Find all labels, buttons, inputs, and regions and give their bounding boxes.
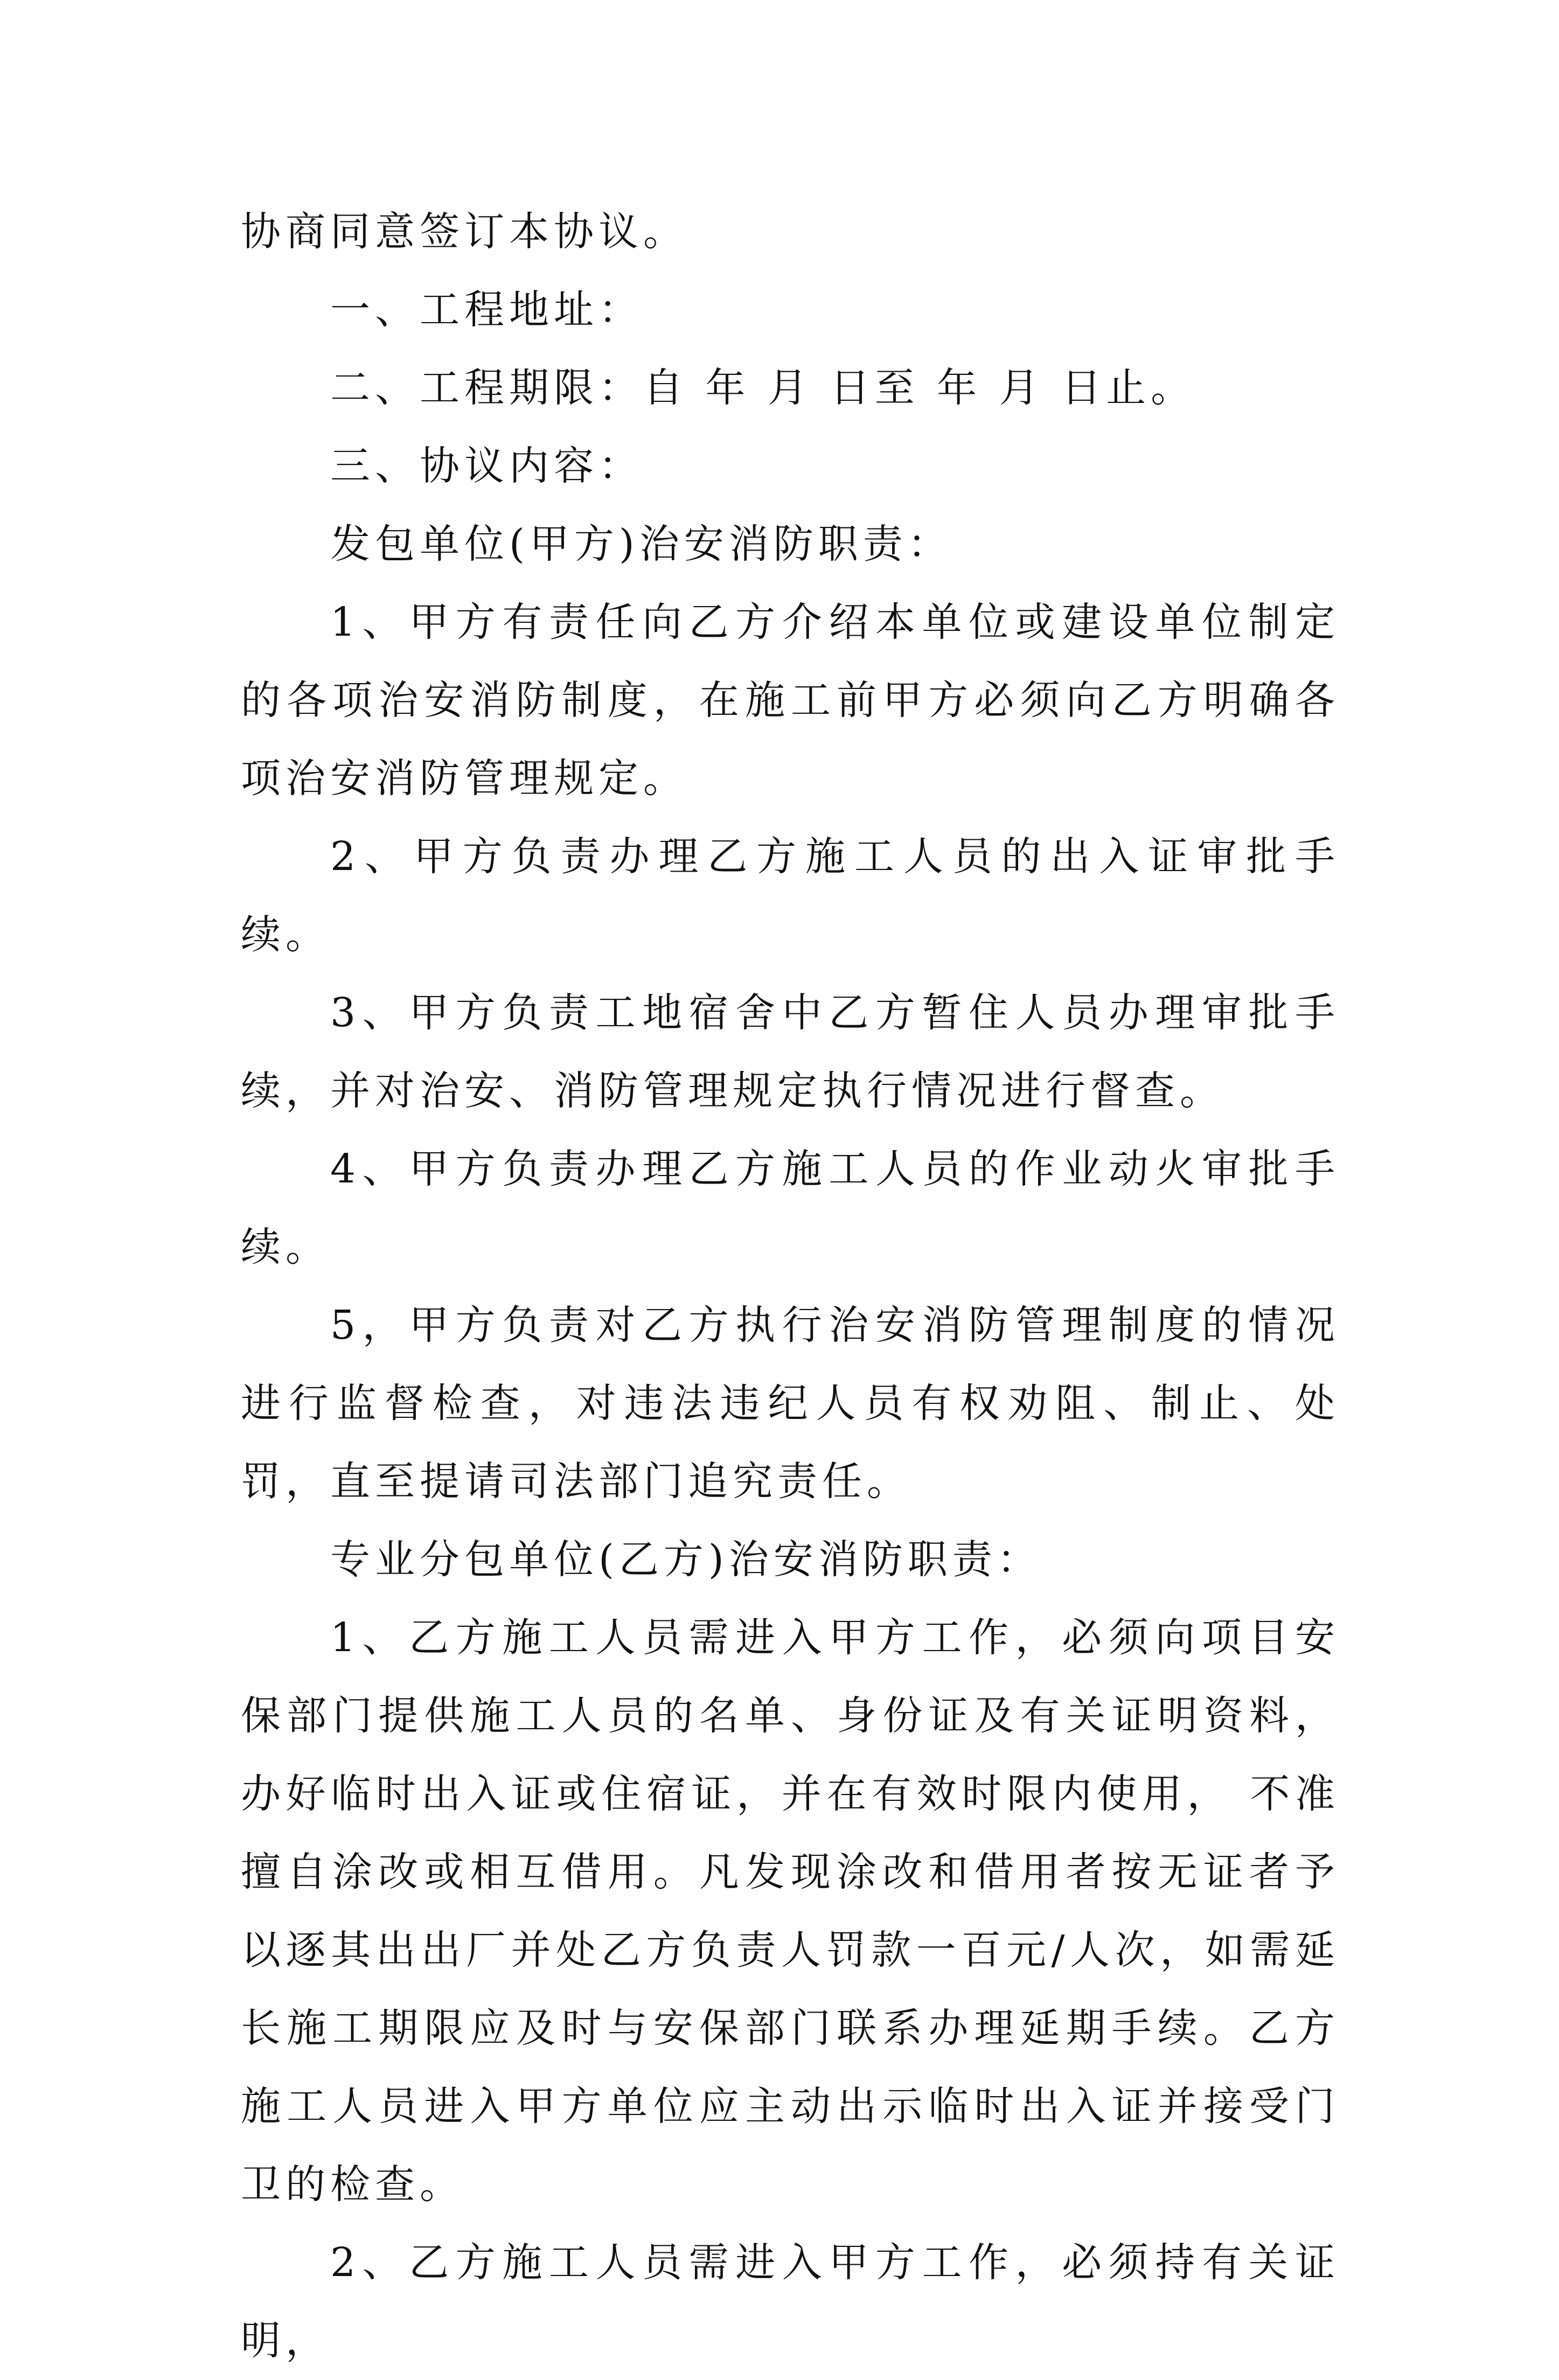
list-item-party-b-1: 1、乙方施工人员需进入甲方工作，必须向项目安保部门提供施工人员的名单、身份证及有关证明资料，办好临时出入证或住宿证，并在有效时限内使用， 不准擅自涂改或相互借用。凡发现涂改和借用者按无证者予以逐其出出厂并处乙方负责人罚款一百元/人次，如需延长施工期限应及时与安保部门联系办理延期手续。乙方施工人员进入甲方单位应主动出示临时出入证并接受门卫的检查。 — [241, 1614, 1340, 2208]
document-body — [241, 193, 1340, 2380]
paragraph-project-address: 一、工程地址： — [330, 287, 643, 333]
list-item-party-a-3: 3、甲方负责工地宿舍中乙方暂住人员办理审批手续，并对治安、消防管理规定执行情况进行督查。 — [241, 990, 1340, 1114]
paragraph-agreement-content: 三、协议内容： — [330, 443, 643, 489]
section-heading-party-b: 专业分包单位(乙方)治安消防职责： — [330, 1536, 1042, 1583]
list-item-party-b-2: 2、乙方施工人员需进入甲方工作，必须持有关证明， — [241, 2239, 1340, 2364]
list-item-party-a-2: 2、甲方负责办理乙方施工人员的出入证审批手续。 — [241, 833, 1340, 958]
list-item-party-a-1: 1、甲方有责任向乙方介绍本单位或建设单位制定的各项治安消防制度，在施工前甲方必须向乙方明确各项治安消防管理规定。 — [241, 599, 1340, 802]
paragraph-project-period: 二、工程期限：自 年 月 日至 年 月 日止。 — [330, 365, 1196, 411]
list-item-party-a-4: 4、甲方负责办理乙方施工人员的作业动火审批手续。 — [241, 1146, 1340, 1270]
section-heading-party-a: 发包单位(甲方)治安消防职责： — [330, 521, 952, 567]
list-item-party-a-5: 5，甲方负责对乙方执行治安消防管理制度的情况进行监督检查，对违法违纪人员有权劝阻、制止、处罚，直至提请司法部门追究责任。 — [241, 1302, 1340, 1505]
paragraph-intro: 协商同意签订本协议。 — [241, 208, 688, 255]
